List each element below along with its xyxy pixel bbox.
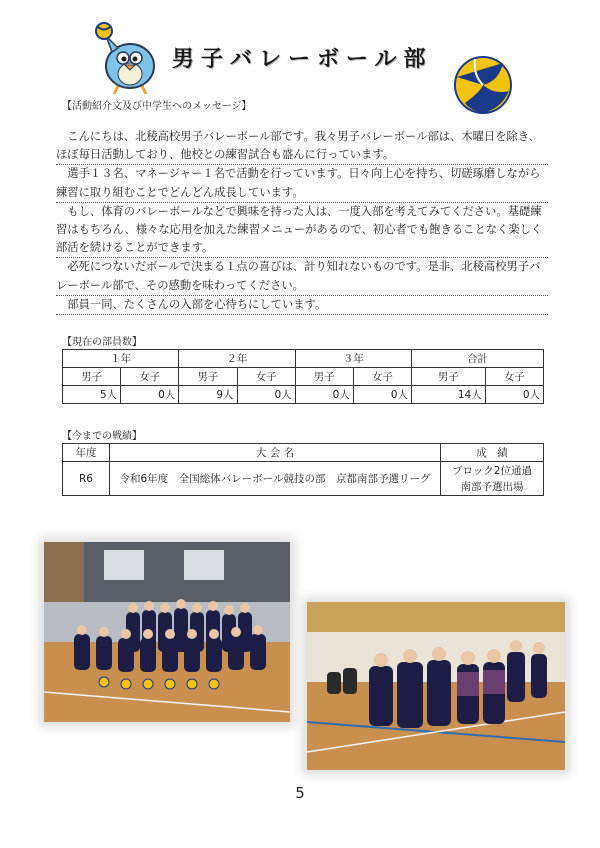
member-count: 0人 (485, 386, 543, 404)
gender-header: 男子 (63, 368, 121, 386)
message-paragraph: 部員一同、たくさんの入部を心待ちにしています。 (56, 296, 548, 315)
result-header: 成 績 (441, 444, 544, 462)
member-count: 9人 (179, 386, 237, 404)
gender-header: 女子 (485, 368, 543, 386)
page-number: 5 (295, 784, 305, 802)
gender-header: 男子 (179, 368, 237, 386)
grade-header: １年 (63, 350, 179, 368)
member-count: 14人 (412, 386, 486, 404)
gender-header: 女子 (237, 368, 295, 386)
page-title: 男子バレーボール部 (172, 47, 433, 72)
gender-header: 男子 (412, 368, 486, 386)
grade-header: 合計 (412, 350, 544, 368)
record-year: R6 (63, 462, 110, 496)
tournament-header: 大 会 名 (110, 444, 441, 462)
activity-message (56, 128, 548, 315)
year-header: 年度 (63, 444, 110, 462)
message-paragraph: 必死につないだボールで決まる１点の喜びは、計り知れないものです。是非、北稜高校男子バレーボール部で、その感動を味わってください。 (56, 258, 548, 295)
record-section-label: 【今までの戦績】 (62, 431, 142, 442)
table-row (63, 462, 544, 496)
record-result (441, 462, 544, 496)
table-row (63, 386, 544, 404)
member-count: 0人 (353, 386, 411, 404)
member-count: 5人 (63, 386, 121, 404)
result-line: ブロック2位通過 (452, 464, 532, 477)
volleyball-icon (453, 55, 513, 115)
record-table (62, 443, 544, 496)
member-count: 0人 (237, 386, 295, 404)
member-count: 0人 (121, 386, 179, 404)
record-tournament: 令和6年度 全国総体バレーボール競技の部 京都南部予選リーグ (110, 462, 441, 496)
message-paragraph: もし、体育のバレーボールなどで興味を持った人は、一度入部を考えてみてください。基礎練習はもちろん、様々な応用を加えた練習メニューがあるので、初心者でも飽きることなく楽しく部活を続けることができます。 (56, 203, 548, 259)
gender-header: 女子 (121, 368, 179, 386)
members-section-label: 【現在の部員数】 (62, 337, 142, 348)
message-section-label: 【活動紹介文及び中学生へのメッセージ】 (62, 101, 252, 112)
mascot-bird-illustration (92, 20, 164, 96)
table-row (63, 350, 544, 368)
result-line: 南部予選出場 (460, 480, 524, 493)
grade-header: ３年 (295, 350, 411, 368)
member-count: 0人 (295, 386, 353, 404)
grade-header: ２年 (179, 350, 295, 368)
message-paragraph: 選手１３名、マネージャー１名で活動を行っています。日々向上心を持ち、切磋琢磨しながら練習に取り組むことでどんどん成長しています。 (56, 165, 548, 202)
message-paragraph: こんにちは、北稜高校男子バレーボール部です。我々男子バレーボール部は、木曜日を除き、ほぼ毎日活動しており、他校との練習試合も盛んに行っています。 (56, 128, 548, 165)
team-huddle-photo (307, 602, 565, 770)
gender-header: 女子 (353, 368, 411, 386)
table-row (63, 444, 544, 462)
gender-header: 男子 (295, 368, 353, 386)
table-row (63, 368, 544, 386)
member-count-table (62, 349, 544, 404)
team-group-photo (44, 542, 290, 722)
